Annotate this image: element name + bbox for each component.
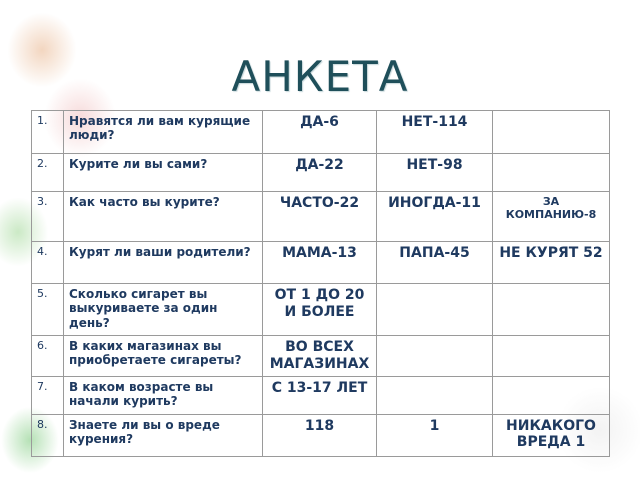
answer-cell-2 [377,284,493,336]
answer-cell-1: ВО ВСЕХ МАГАЗИНАХ [263,336,377,377]
answer-cell-2: ИНОГДА-11 [377,192,493,242]
answer-cell-2 [377,336,493,377]
answer-cell-3 [493,376,610,414]
table-row [32,242,610,284]
table-row [32,414,610,456]
answer-cell-1: С 13-17 ЛЕТ [263,376,377,414]
row-number: 8. [32,414,64,456]
question-cell: В каком возрасте вы начали курить? [64,376,263,414]
question-cell: Курите ли вы сами? [64,154,263,192]
answer-cell-2: НЕТ-98 [377,154,493,192]
answer-cell-1: 118 [263,414,377,456]
row-number: 7. [32,376,64,414]
answer-cell-1: ОТ 1 ДО 20 И БОЛЕЕ [263,284,377,336]
table-row [32,336,610,377]
answer-cell-3 [493,154,610,192]
answer-cell-3 [493,336,610,377]
answer-cell-1: ДА-6 [263,111,377,154]
row-number: 2. [32,154,64,192]
row-number: 3. [32,192,64,242]
question-cell: Знаете ли вы о вреде курения? [64,414,263,456]
row-number: 4. [32,242,64,284]
table-row [32,376,610,414]
answer-cell-3: НИКАКОГО ВРЕДА 1 [493,414,610,456]
answer-cell-3 [493,111,610,154]
table-row [32,111,610,154]
table-row [32,192,610,242]
answer-cell-2: НЕТ-114 [377,111,493,154]
question-cell: Сколько сигарет вы выкуриваете за один день? [64,284,263,336]
row-number: 5. [32,284,64,336]
survey-table [31,110,610,457]
table-row [32,154,610,192]
answer-cell-1: МАМА-13 [263,242,377,284]
question-cell: Как часто вы курите? [64,192,263,242]
answer-cell-3 [493,284,610,336]
row-number: 6. [32,336,64,377]
answer-cell-2: 1 [377,414,493,456]
answer-cell-2 [377,376,493,414]
answer-cell-2: ПАПА-45 [377,242,493,284]
table-row [32,284,610,336]
question-cell: Нравятся ли вам курящие люди? [64,111,263,154]
page-title: АНКЕТА [231,52,409,101]
answer-cell-1: ДА-22 [263,154,377,192]
row-number: 1. [32,111,64,154]
answer-cell-1: ЧАСТО-22 [263,192,377,242]
question-cell: Курят ли ваши родители? [64,242,263,284]
question-cell: В каких магазинах вы приобретаете сигареты? [64,336,263,377]
answer-cell-3: ЗА КОМПАНИЮ-8 [493,192,610,242]
answer-cell-3: НЕ КУРЯТ 52 [493,242,610,284]
